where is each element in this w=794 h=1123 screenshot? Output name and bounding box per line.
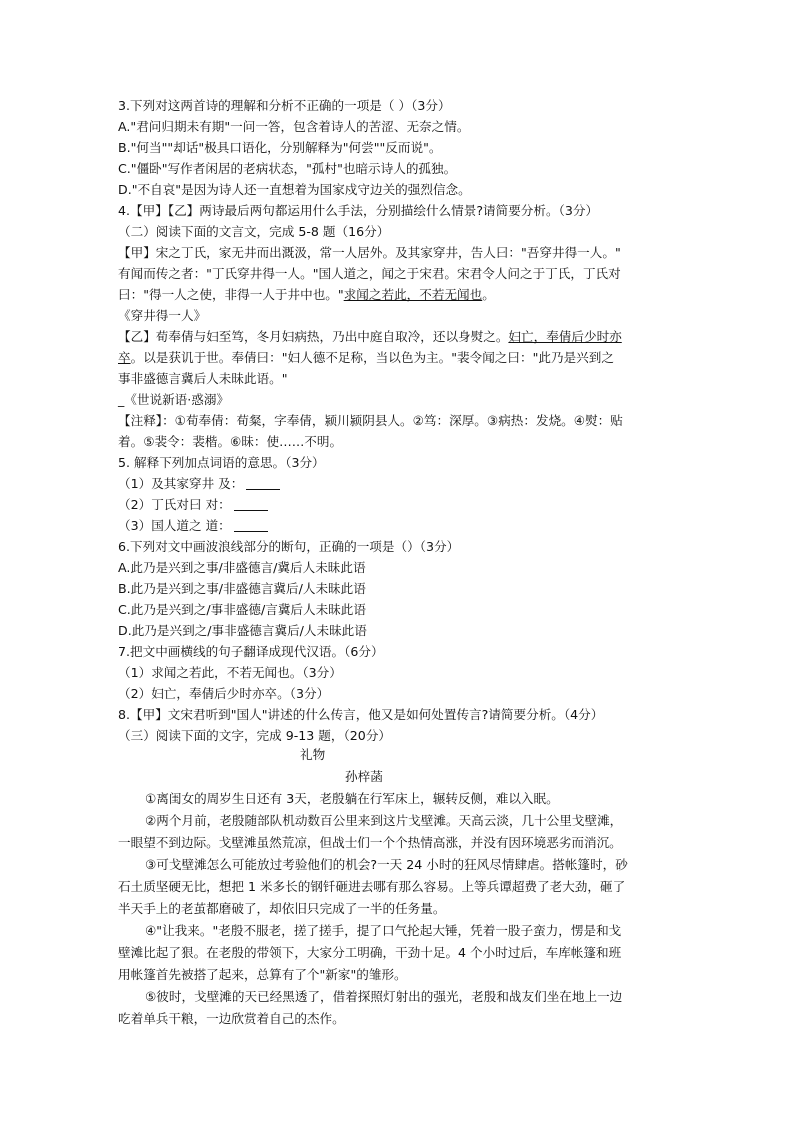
- passage-yi-line2: [118, 348, 614, 367]
- section2-heading: （二）阅读下面的文言文，完成 5-8 题（16分）: [118, 224, 390, 239]
- underlined-sentence-2a: 妇亡，奉倩后少时亦: [508, 329, 622, 344]
- passage-jia-text: 曰："得一人之使，非得一人于井中也。": [118, 287, 344, 302]
- passage-yi-source: _《世说新语·惑溺》: [118, 392, 230, 407]
- q4-stem: 4.【甲】【乙】两诗最后两句都运用什么手法，分别描绘什么情景?请简要分析。（3分）: [118, 203, 599, 218]
- story-title: 礼物: [300, 747, 326, 762]
- passage-jia-end: 。: [482, 287, 495, 302]
- story-paragraph-5-line2: 吃着单兵干粮，一边欣赏着自己的杰作。: [118, 1011, 345, 1026]
- q3-stem: 3.下列对这两首诗的理解和分析不正确的一项是（ ）（3分）: [118, 98, 451, 113]
- passage-yi-line1: [118, 327, 622, 346]
- q5-item-3: （3）国人道之 道：: [118, 516, 268, 535]
- q5-stem: 5. 解释下列加点词语的意思。（3分）: [118, 455, 325, 470]
- q7-sentence-2: （2）妇亡，奉倩后少时亦卒。（3分）: [118, 686, 330, 701]
- q3-option-a: A."君问归期未有期"一问一答，包含着诗人的苦涩、无奈之情。: [118, 119, 470, 134]
- q3-option-c: C."僵卧"写作者闲居的老病状态，"孤村"也暗示诗人的孤独。: [118, 161, 457, 176]
- q6-stem: 6.下列对文中画波浪线部分的断句，正确的一项是（）（3分）: [118, 539, 460, 554]
- passage-jia-line3: [118, 285, 495, 304]
- passage-yi-text-2: 。以是获讥于世。奉倩曰："妇人德不足称，当以色为主。"裴令闻之曰："此乃是兴到之: [130, 350, 614, 365]
- q6-option-b: B.此乃是兴到之事/非盛德言冀后/人未昧此语: [118, 581, 366, 596]
- story-paragraph-5-line1: ⑤彼时，戈壁滩的天已经黑透了，借着探照灯射出的强光，老殷和战友们坐在地上一边: [145, 989, 623, 1004]
- passage-yi-text: 【乙】荀奉倩与妇至笃，冬月妇病热，乃出中庭自取冷，还以身熨之。: [118, 329, 509, 344]
- passage-jia-source: 《穿井得一人》: [118, 308, 207, 323]
- notes-line2: 着。⑤裴令：裴楷。⑥昧：使……不明。: [118, 434, 343, 449]
- underlined-sentence-1: 求闻之若此，不若无闻也: [343, 287, 483, 302]
- answer-blank[interactable]: [246, 477, 280, 490]
- q5-item-2: （2）丁氏对曰 对：: [118, 495, 268, 514]
- story-author: 孙梓菡: [345, 769, 383, 784]
- section3-heading: （三）阅读下面的文字，完成 9-13 题，（20分）: [118, 728, 392, 743]
- q6-option-d: D.此乃是兴到之/事非盛德言冀后/人未昧此语: [118, 623, 367, 638]
- story-paragraph-2-line1: ②两个月前，老殷随部队机动数百公里来到这片戈壁滩。天高云淡，几十公里戈壁滩，: [145, 813, 623, 828]
- notes-line1: 【注释】：①荀奉倩：荀粲，字奉倩，颍川颍阴县人。②笃：深厚。③病热：发烧。④熨：贴: [118, 413, 623, 428]
- answer-blank[interactable]: [234, 498, 268, 511]
- answer-blank[interactable]: [234, 519, 268, 532]
- passage-jia-line1: 【甲】宋之丁氏，家无井而出溉汲，常一人居外。及其家穿井，告人曰："吾穿井得一人。": [118, 245, 621, 260]
- q3-option-b: B."何当""却话"极具口语化，分别解释为"何尝""反而说"。: [118, 140, 442, 155]
- story-paragraph-3-line3: 半天手上的老茧都磨破了，却依旧只完成了一半的任务量。: [118, 901, 446, 916]
- story-paragraph-3-line1: ③可戈壁滩怎么可能放过考验他们的机会?一天 24 小时的狂风尽情肆虐。搭帐篷时，砂: [145, 857, 628, 872]
- story-paragraph-2-line2: 一眼望不到边际。戈壁滩虽然荒凉，但战士们一个个热情高涨，并没有因环境恶劣而消沉。: [118, 835, 622, 850]
- q5-item-1: （1）及其家穿井 及：: [118, 474, 280, 493]
- q3-option-d: D."不自哀"是因为诗人还一直想着为国家戍守边关的强烈信念。: [118, 182, 471, 197]
- q6-option-a: A.此乃是兴到之事/非盛德言/冀后人未昧此语: [118, 560, 366, 575]
- story-paragraph-1: ①离闺女的周岁生日还有 3天，老殷躺在行军床上，辗转反侧，难以入眠。: [145, 791, 559, 806]
- story-paragraph-4-line2: 壁滩比起了狠。在老殷的带领下，大家分工明确，干劲十足。4 个小时过后，车库帐篷和班: [118, 945, 622, 960]
- q6-option-c: C.此乃是兴到之/事非盛德/言冀后人未昧此语: [118, 602, 366, 617]
- story-paragraph-4-line3: 用帐篷首先被搭了起来，总算有了个"新家"的雏形。: [118, 967, 407, 982]
- story-paragraph-4-line1: ④"让我来。"老殷不服老，搓了搓手，提了口气抡起大锤，凭着一股子蛮力，愣是和戈: [145, 923, 622, 938]
- underlined-sentence-2b: 卒: [118, 350, 131, 365]
- q7-sentence-1: （1）求闻之若此，不若无闻也。（3分）: [118, 665, 342, 680]
- story-paragraph-3-line2: 石土质坚硬无比，想把 1 米多长的钢钎砸进去哪有那么容易。上等兵谭超费了老大劲，砸了: [118, 879, 626, 894]
- q8-stem: 8.【甲】文宋君听到"国人"讲述的什么传言，他又是如何处置传言?请简要分析。（4分）: [118, 707, 604, 722]
- passage-jia-line2: 有闻而传之者："丁氏穿井得一人。"国人道之，闻之于宋君。宋君令人问之于丁氏，丁氏对: [118, 266, 621, 281]
- passage-yi-line3: 事非盛德言冀后人未昧此语。": [118, 371, 288, 386]
- q7-stem: 7.把文中画横线的句子翻译成现代汉语。（6分）: [118, 644, 384, 659]
